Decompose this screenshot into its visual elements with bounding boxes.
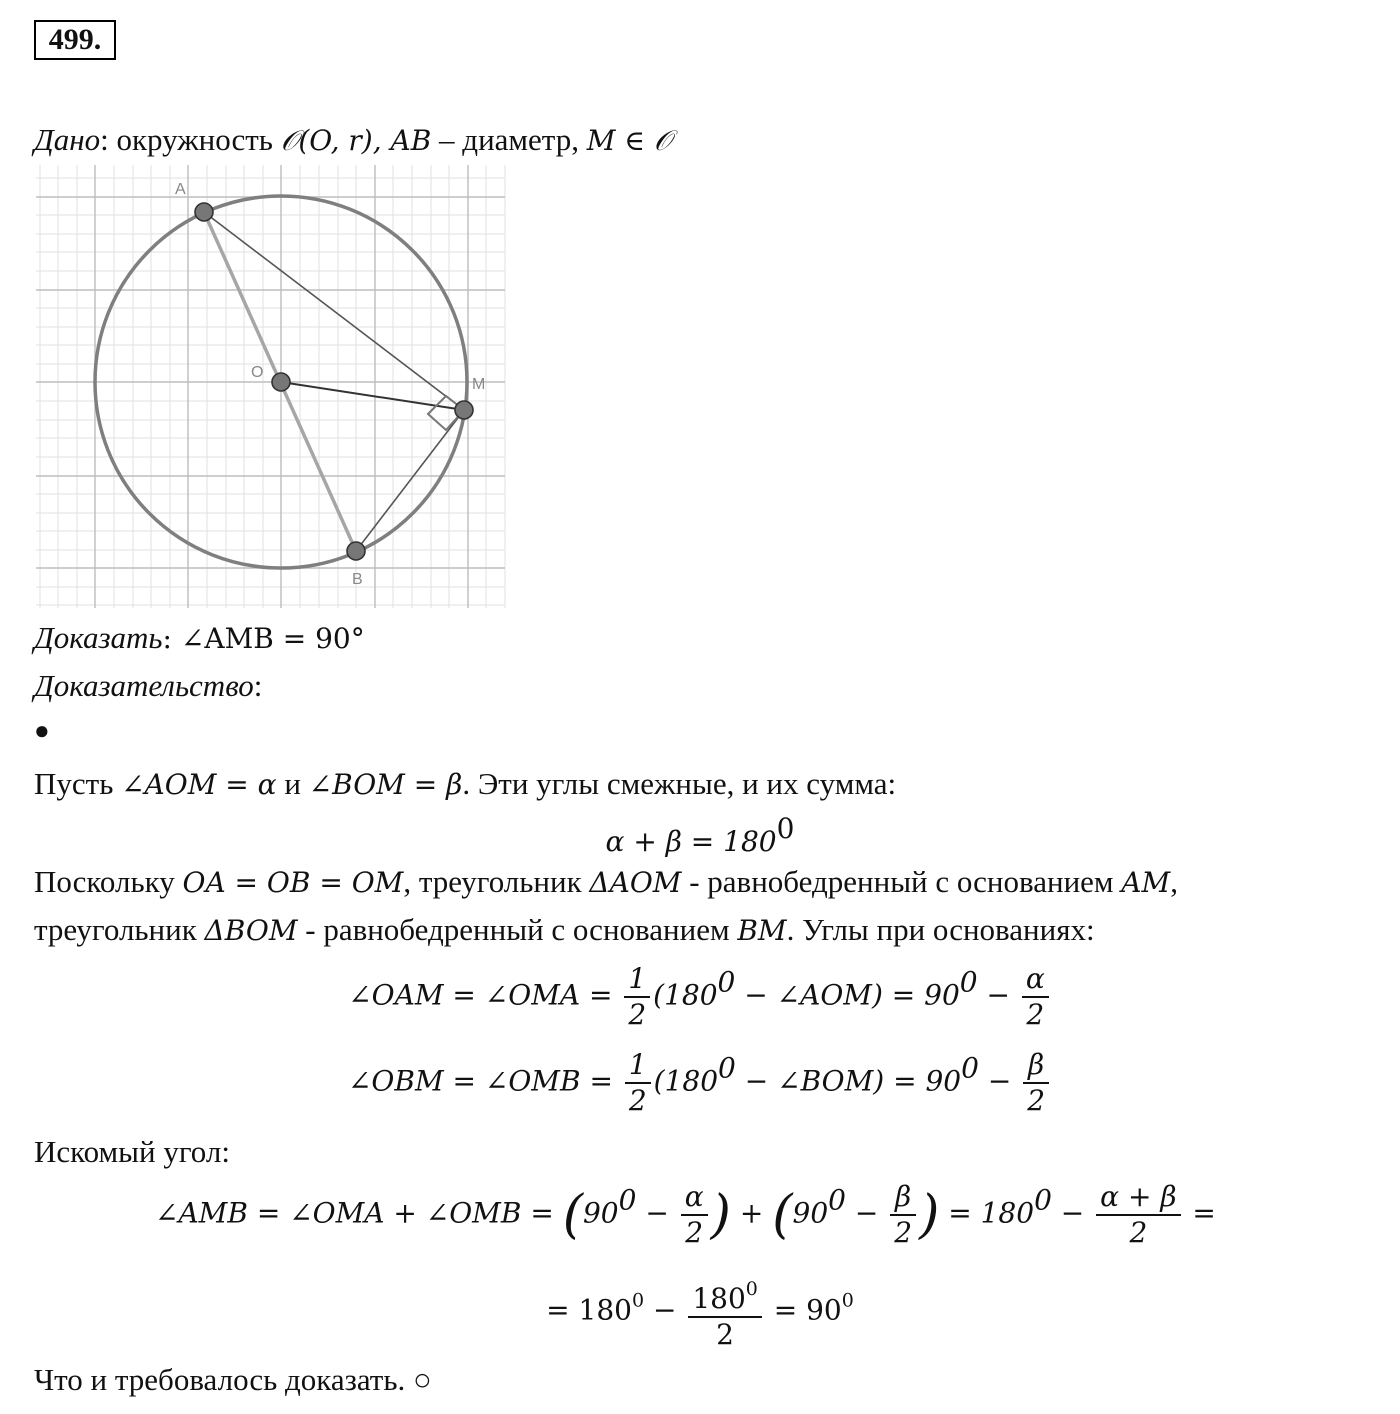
para2-math-3: AM [1121, 866, 1171, 899]
eq-amb-frac-alpha [681, 1180, 708, 1250]
eq-sum-left: α + β = 180 [605, 825, 777, 858]
eq-final-frac-n [688, 1272, 762, 1318]
para2-math-1: OA = OB = OM [182, 866, 404, 899]
proof-label: Доказательство [34, 668, 254, 703]
eq-final-frac-n-val: 180 [692, 1282, 746, 1315]
eq-amb-frac-alpha-d: 2 [685, 1216, 704, 1249]
equation-amb [155, 1180, 1216, 1250]
paragraph-1 [34, 768, 896, 799]
paragraph-2-line-2 [34, 914, 1095, 945]
para2-text-3: - равнобедренный с основанием [681, 864, 1122, 899]
chord-bm [356, 410, 464, 551]
eq-obm-frac [625, 1048, 651, 1118]
eq-sum-exp: 0 [776, 812, 795, 845]
eq-oam-frac2-n: α [1022, 962, 1049, 998]
eq-final-frac [688, 1272, 762, 1352]
conclusion: Что и требовалось доказать. ○ [34, 1362, 432, 1397]
chord-am [204, 212, 464, 410]
para2-text-4: , [1170, 864, 1178, 899]
geometry-figure [36, 165, 508, 610]
eq-amb-tail: = [1183, 1196, 1216, 1230]
eq-amb-paren-open-2: ( [772, 1185, 793, 1245]
point-a [195, 203, 213, 221]
label-b: B [352, 571, 363, 588]
prove-statement: : ∠AMB = 90° [162, 622, 365, 655]
problem-number: 499. [34, 20, 116, 60]
sought-angle: Искомый угол: [34, 1134, 230, 1169]
para2-text-7: . Углы при основаниях: [786, 912, 1095, 947]
para1-text-3: . Эти углы смежные, и их сумма: [462, 766, 897, 801]
given-math-point: M ∈ 𝒪 [586, 124, 672, 157]
equation-obm [0, 1048, 1400, 1118]
eq-oam-lhs: ∠OAM = ∠OMA = [348, 978, 622, 1012]
eq-amb-minus-3: − [1051, 1196, 1094, 1230]
point-m [455, 401, 473, 419]
eq-amb-90-2: 90 [792, 1196, 829, 1230]
para2-math-4: ΔBOM [204, 914, 298, 947]
proof-heading [34, 670, 262, 701]
eq-amb-frac-beta-n: β [890, 1180, 916, 1216]
point-b [347, 542, 365, 560]
eq-obm-frac2-n: β [1023, 1048, 1049, 1084]
eq-amb-90-1: 90 [582, 1196, 619, 1230]
eq-amb-exp-3: 0 [1034, 1183, 1052, 1217]
eq-final-minus: − [644, 1293, 686, 1327]
eq-final-t2: = 90 [764, 1293, 842, 1327]
eq-amb-exp-1: 0 [618, 1183, 637, 1217]
para2-text-2: , треугольник [403, 864, 590, 899]
eq-final-t1: = 180 [546, 1293, 632, 1327]
eq-oam-frac-d: 2 [628, 998, 647, 1031]
label-m: M [472, 376, 486, 393]
eq-amb-frac-sum-d: 2 [1129, 1216, 1148, 1249]
eq-obm-exp1: 0 [718, 1051, 736, 1085]
given-label: Дано [34, 122, 101, 157]
eq-oam-frac2 [1022, 962, 1049, 1032]
eq-final-e1: 0 [631, 1289, 645, 1312]
eq-oam-exp2: 0 [959, 965, 978, 999]
eq-oam-minus: − [977, 978, 1019, 1012]
eq-oam-exp1: 0 [717, 965, 736, 999]
eq-amb-frac-sum [1096, 1180, 1180, 1250]
prove-label: Доказать [34, 620, 163, 655]
equation-final [0, 1272, 1400, 1352]
eq-amb-frac-beta-d: 2 [894, 1216, 913, 1249]
label-o: O [251, 364, 264, 381]
para2-text-6: - равнобедренный с основанием [297, 912, 738, 947]
eq-obm-lhs: ∠OBM = ∠OMB = [347, 1064, 622, 1098]
given-text-1: : окружность [100, 122, 281, 157]
label-a: A [175, 181, 186, 198]
para1-math-2: ∠BOM = β [308, 768, 463, 801]
eq-final-frac-n-exp: 0 [745, 1278, 758, 1300]
eq-obm-frac2-d: 2 [1027, 1084, 1046, 1117]
paragraph-2-line-1 [34, 866, 1178, 897]
eq-amb-lhs: ∠AMB = ∠OMA + ∠OMB = [155, 1196, 563, 1230]
eq-amb-eq: = 180 [939, 1196, 1035, 1230]
eq-oam-frac-n: 1 [624, 962, 650, 998]
bullet: ● [34, 716, 50, 745]
given-text-2: – диаметр, [431, 122, 587, 157]
eq-obm-mid2: − ∠BOM) = 90 [735, 1064, 962, 1098]
minor-grid [36, 165, 505, 608]
eq-obm-frac2 [1023, 1048, 1049, 1118]
eq-oam-frac [624, 962, 650, 1032]
eq-amb-plus: + [730, 1196, 773, 1230]
eq-obm-exp2: 0 [961, 1051, 979, 1085]
eq-oam-frac2-d: 2 [1026, 998, 1045, 1031]
eq-obm-frac-n: 1 [625, 1048, 651, 1084]
eq-amb-minus-1: − [636, 1196, 678, 1230]
eq-oam-mid2: − ∠AOM) = 90 [735, 978, 960, 1012]
para1-text-1: Пусть [34, 766, 122, 801]
eq-amb-paren-open-1: ( [562, 1185, 583, 1245]
eq-final-frac-d: 2 [716, 1318, 734, 1351]
eq-obm-frac-d: 2 [628, 1084, 647, 1117]
eq-oam-mid: (180 [653, 978, 718, 1012]
para2-text-5: треугольник [34, 912, 205, 947]
para2-math-5: BM [737, 914, 787, 947]
eq-amb-frac-beta [890, 1180, 916, 1250]
prove-line [34, 622, 365, 653]
eq-amb-paren-close-1: ) [710, 1185, 731, 1245]
eq-amb-minus-2: − [845, 1196, 888, 1230]
para1-text-2: и [276, 766, 309, 801]
given-math-circle: 𝒪(O, r), AB [280, 124, 432, 157]
eq-obm-minus: − [978, 1064, 1021, 1098]
para2-math-2: ΔAOM [589, 866, 682, 899]
equation-oam [0, 962, 1400, 1032]
para2-text-1: Поскольку [34, 864, 183, 899]
point-o [272, 373, 290, 391]
para1-math-1: ∠AOM = α [121, 768, 277, 801]
equation-sum [0, 812, 1400, 858]
major-grid [36, 165, 505, 608]
proof-colon: : [253, 668, 263, 703]
eq-amb-frac-sum-n: α + β [1096, 1180, 1180, 1216]
eq-amb-paren-close-2: ) [919, 1185, 940, 1245]
eq-amb-frac-alpha-n: α [681, 1180, 708, 1216]
given-line [34, 124, 672, 155]
eq-final-e2: 0 [841, 1289, 854, 1312]
eq-amb-exp-2: 0 [828, 1183, 846, 1217]
eq-obm-mid: (180 [653, 1064, 719, 1098]
